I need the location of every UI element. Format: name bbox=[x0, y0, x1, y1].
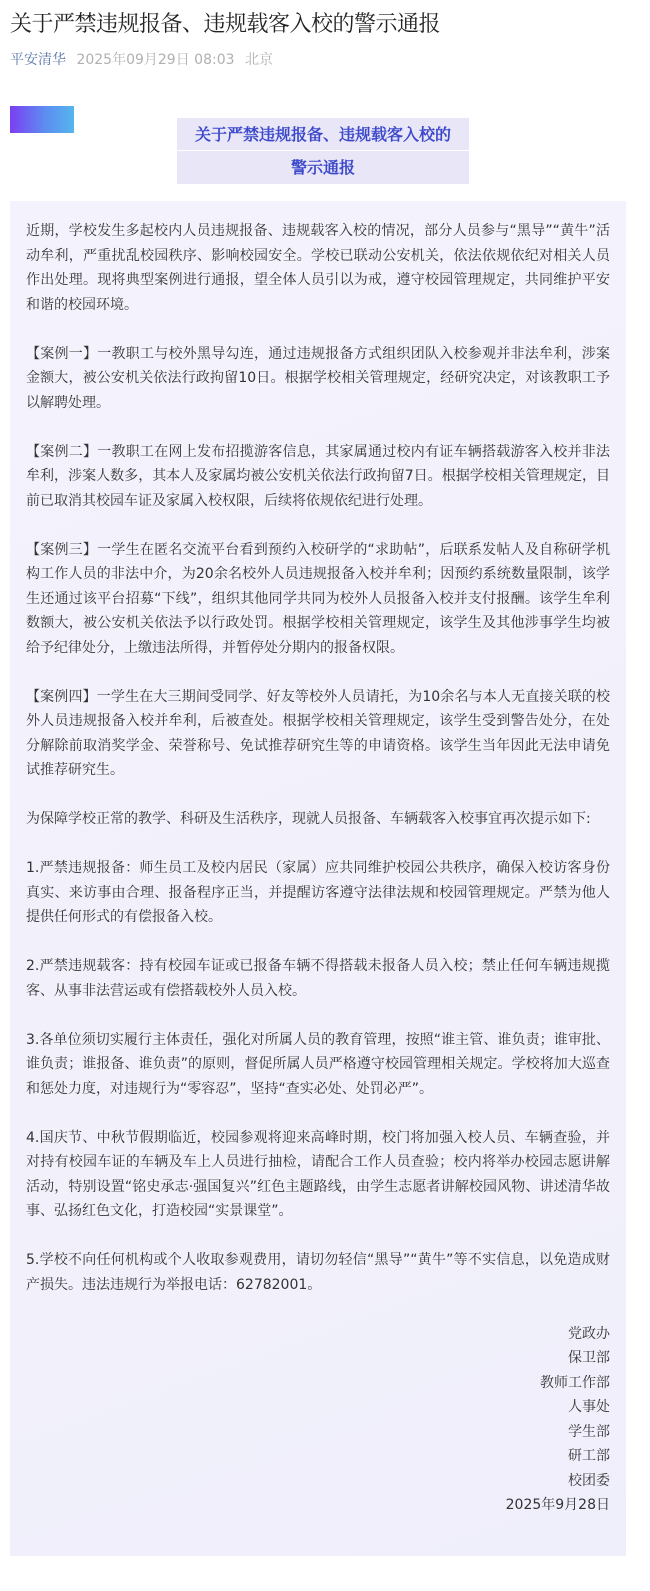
case-one-paragraph: 【案例一】一教职工与校外黑导勾连，通过违规报备方式组织团队入校参观并非法牟利，涉案金额大，被公安机关依法行政拘留10日。根据学校相关管理规定，经研究决定，对该教职工予以解聘处理。 bbox=[26, 345, 610, 411]
banner-title-line-1: 关于严禁违规报备、违规载客入校的 bbox=[177, 122, 469, 151]
rule-two-paragraph: 2.严禁违规载客：持有校园车证或已报备车辆不得搭载未报备人员入校；禁止任何车辆违规揽客、从事非法营运或有偿搭载校外人员入校。 bbox=[26, 958, 610, 999]
rule-four-paragraph: 4.国庆节、中秋节假期临近，校园参观将迎来高峰时期，校门将加强入校人员、车辆查验，并对持有校园车证的车辆及车上人员进行抽检，请配合工作人员查验；校内将举办校园志愿讲解活动，特别设置“铭史承志·强国复兴”红色主题路线，由学生志愿者讲解校园风物、讲述清华故事、弘扬红色文化，打造校园“实景课堂”。 bbox=[26, 1129, 610, 1219]
decorative-gradient-bar bbox=[10, 106, 74, 133]
rule-one-paragraph: 1.严禁违规报备：师生员工及校内居民（家属）应共同维护校园公共秩序，确保入校访客身份真实、来访事由合理、报备程序正当，并提醒访客遵守法律法规和校园管理规定。严禁为他人提供任何形式的有偿报备入校。 bbox=[26, 860, 610, 925]
signature-date: 2025年9月28日 bbox=[505, 1497, 610, 1513]
signature-unit: 学生部 bbox=[568, 1423, 610, 1440]
notice-content-box bbox=[10, 201, 626, 1556]
article-meta bbox=[0, 40, 650, 70]
rule-five-paragraph: 5.学校不向任何机构或个人收取参观费用，请切勿轻信“黑导”“黄牛”等不实信息，以免造成财产损失。违法违规行为举报电话：62782001。 bbox=[26, 1252, 610, 1293]
case-three-paragraph: 【案例三】一学生在匿名交流平台看到预约入校研学的“求助帖”，后联系发帖人及自称研学机构工作人员的非法中介，为20余名校外人员违规报备入校并牟利；因预约系统数量限制，该学生还通过该平台招募“下线”，组织其他同学共同为校外人员报备入校并支付报酬。该学生牟利数额大，被公安机关依法予以行政处罚。根据学校相关管理规定，该学生及其他涉事学生均被给予纪律处分，上缴违法所得，并暂停处分期内的报备权限。 bbox=[26, 541, 610, 656]
signature-unit: 保卫部 bbox=[568, 1350, 610, 1366]
signature-unit: 校团委 bbox=[568, 1472, 610, 1489]
reminder-intro-paragraph: 为保障学校正常的教学、科研及生活秩序，现就人员报备、车辆载客入校事宜再次提示如下: bbox=[26, 811, 591, 827]
signature-unit: 研工部 bbox=[568, 1448, 610, 1464]
signature-unit: 教师工作部 bbox=[540, 1374, 610, 1391]
banner-title-line-2: 警示通报 bbox=[290, 157, 355, 177]
publish-datetime: 2025年09月29日 08:03 bbox=[76, 52, 235, 68]
account-name-link[interactable]: 平安清华 bbox=[10, 52, 66, 68]
case-four-paragraph: 【案例四】一学生在大三期间受同学、好友等校外人员请托，为10余名与本人无直接关联的校外人员违规报备入校并牟利，后被查处。根据学校相关管理规定，该学生受到警告处分，在处分解除前取消奖学金、荣誉称号、免试推荐研究生等的申请资格。该学生当年因此无法申请免试推荐研究生。 bbox=[26, 688, 610, 778]
signature-unit: 人事处 bbox=[568, 1399, 610, 1415]
article-title: 关于严禁违规报备、违规载客入校的警示通报 bbox=[10, 12, 441, 37]
publish-location: 北京 bbox=[244, 52, 273, 68]
signature-block bbox=[26, 1322, 610, 1518]
intro-paragraph: 近期，学校发生多起校内人员违规报备、违规载客入校的情况，部分人员参与“黑导”“黄牛”活动牟利，严重扰乱校园秩序、影响校园安全。学校已联动公安机关，依法依规依纪对相关人员作出处理。现将典型案例进行通报，望全体人员引以为戒，遵守校园管理规定，共同维护平安和谐的校园环境。 bbox=[26, 223, 610, 313]
rule-three-paragraph: 3.各单位须切实履行主体责任，强化对所属人员的教育管理，按照“谁主管、谁负责；谁审批、谁负责；谁报备、谁负责”的原则，督促所属人员严格遵守校园管理相关规定。学校将加大巡查和惩处力度，对违规行为“零容忍”，坚持“查实必处、处罚必严”。 bbox=[26, 1031, 610, 1097]
notice-banner bbox=[177, 118, 469, 184]
case-two-paragraph: 【案例二】一教职工在网上发布招揽游客信息，其家属通过校内有证车辆搭载游客入校并非法牟利，涉案人数多，其本人及家属均被公安机关依法行政拘留7日。根据学校相关管理规定，目前已取消其校园车证及家属入校权限，后续将依规依纪进行处理。 bbox=[26, 443, 610, 509]
signature-unit: 党政办 bbox=[568, 1325, 610, 1342]
